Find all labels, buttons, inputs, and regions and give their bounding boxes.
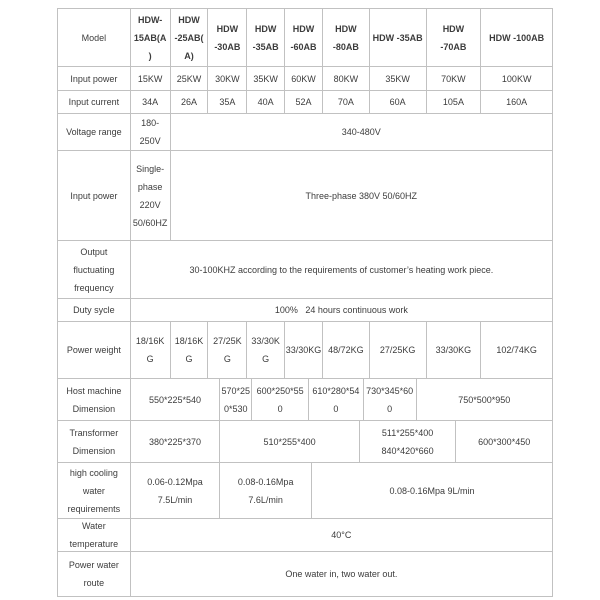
value-cell: 33/30KG	[427, 322, 482, 378]
cooling-water-row	[58, 463, 552, 519]
model-cell: HDW -80AB	[323, 9, 370, 66]
value-cell: 610*280*540	[309, 379, 364, 420]
value-cell: 52A	[285, 91, 323, 113]
value-cell: 48/72KG	[323, 322, 370, 378]
model-cell: HDW -30AB	[208, 9, 247, 66]
merged-value-cell: 40°C	[331, 530, 352, 540]
value-cell: 180-250V	[131, 114, 171, 150]
value-cell: 26A	[171, 91, 209, 113]
value-cell: 30KW	[208, 67, 247, 90]
value-cell: 35KW	[247, 67, 285, 90]
row-label: Transformer Dimension	[58, 421, 131, 462]
row-label: Input power	[58, 151, 131, 240]
value-cell: 60KW	[285, 67, 323, 90]
row-label: Input current	[58, 91, 131, 113]
input-power-row	[58, 67, 552, 91]
value-cell: 510*255*400	[220, 421, 359, 462]
value-cell: 35A	[208, 91, 247, 113]
water-temperature-row	[58, 519, 552, 552]
transformer-dimension-row	[58, 421, 552, 463]
row-label: Water temperature	[58, 519, 131, 551]
model-cell: HDW -100AB	[489, 32, 545, 43]
row-label: Output fluctuating frequency	[58, 241, 131, 298]
merged-value-cell: Three-phase 380V 50/60HZ	[305, 190, 418, 201]
value-cell: 600*250*550	[252, 379, 309, 420]
row-label: Power water route	[58, 552, 131, 596]
value-cell: 80KW	[323, 67, 370, 90]
value-cell: 511*255*400 840*420*660	[360, 421, 457, 462]
value-cell: 33/30KG	[247, 322, 285, 378]
row-label: Host machine Dimension	[58, 379, 131, 420]
frequency-row	[58, 241, 552, 299]
duty-cycle-row	[58, 299, 552, 322]
value-cell: 0.08-0.16Mpa 7.6L/min	[220, 463, 312, 518]
model-cell: HDW -25AB(A)	[171, 9, 209, 66]
row-label: Duty sycle	[58, 299, 131, 321]
value-cell: 570*250*530	[220, 379, 252, 420]
model-cell: HDW-15AB(A)	[131, 9, 171, 66]
model-cell: HDW -70AB	[427, 9, 482, 66]
merged-value-cell: 30-100KHZ according to the requirements of customer’s heating work piece.	[189, 264, 494, 275]
value-cell: 18/16KG	[171, 322, 209, 378]
value-cell: 102/74KG	[496, 345, 537, 355]
value-cell: Single-phase 220V 50/60HZ	[131, 151, 171, 240]
power-weight-row	[58, 322, 552, 379]
value-cell: 160A	[506, 97, 528, 107]
product-spec-table	[57, 8, 553, 597]
merged-value-cell: 100% 24 hours continuous work	[274, 305, 408, 315]
host-dimension-row	[58, 379, 552, 421]
model-header-label: Model	[58, 9, 131, 66]
value-cell: 25KW	[171, 67, 209, 90]
value-cell: 750*500*950	[458, 394, 511, 405]
value-cell: 34A	[131, 91, 171, 113]
value-cell: 730*345*600	[364, 379, 417, 420]
value-cell: 40A	[247, 91, 285, 113]
value-cell: 100KW	[501, 73, 532, 84]
model-header-row	[58, 9, 552, 67]
value-cell: 27/25KG	[370, 322, 427, 378]
merged-value-cell: One water in, two water out.	[285, 569, 398, 579]
value-cell: 35KW	[370, 67, 427, 90]
value-cell: 70KW	[427, 67, 482, 90]
value-cell: 15KW	[131, 67, 171, 90]
value-cell: 0.06-0.12Mpa 7.5L/min	[131, 463, 221, 518]
merged-value-cell: 340-480V	[341, 127, 381, 137]
input-phase-row	[58, 151, 552, 241]
water-route-row	[58, 552, 552, 596]
value-cell: 105A	[427, 91, 482, 113]
row-label: Voltage range	[58, 114, 131, 150]
row-label: Input power	[58, 67, 131, 90]
voltage-range-row	[58, 114, 552, 151]
value-cell: 550*225*540	[131, 379, 221, 420]
row-label: high cooling water requirements	[58, 463, 131, 518]
row-label: Power weight	[58, 322, 131, 378]
value-cell: 18/16KG	[131, 322, 171, 378]
value-cell: 33/30KG	[285, 322, 323, 378]
model-cell: HDW -60AB	[285, 9, 323, 66]
value-cell: 600*300*450	[478, 436, 531, 447]
value-cell: 0.08-0.16Mpa 9L/min	[389, 485, 475, 496]
input-current-row	[58, 91, 552, 114]
model-cell: HDW -35AB	[370, 9, 427, 66]
value-cell: 27/25KG	[208, 322, 247, 378]
model-cell: HDW -35AB	[247, 9, 285, 66]
value-cell: 70A	[323, 91, 370, 113]
value-cell: 60A	[370, 91, 427, 113]
value-cell: 380*225*370	[131, 421, 221, 462]
